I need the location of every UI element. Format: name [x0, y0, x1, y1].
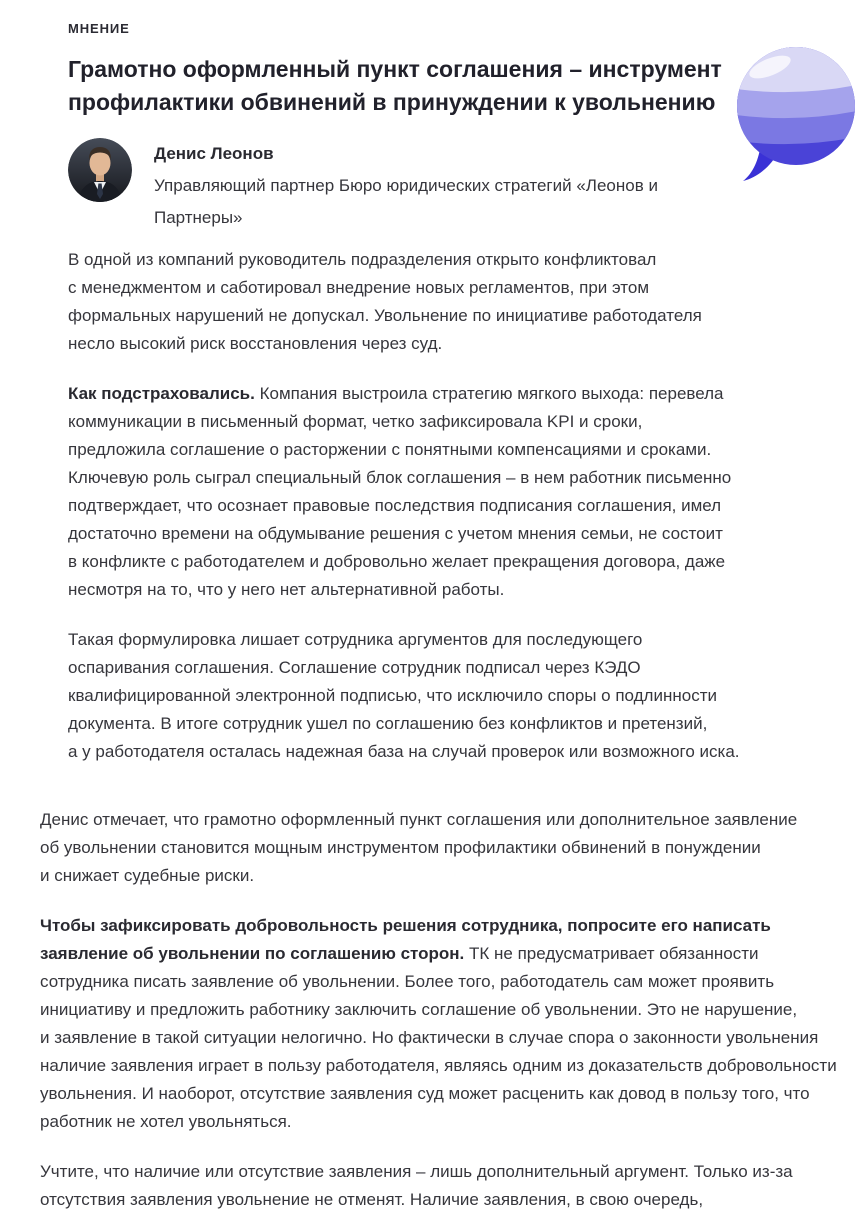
- paragraph-text: В одной из компаний руководитель подразделения открыто конфликтовал с менеджментом и саботировал внедрение новых регламентов, при этом формальных нарушений не допускал. Увольнение по инициативе работодателя несло высокий риск восстановления через суд.: [68, 250, 702, 353]
- paragraph-text: Такая формулировка лишает сотрудника аргументов для последующего оспаривания соглашения. Соглашение сотрудник подписал через КЭДО квалифицированной электронной подписью, что исключило споры о подлинности документа. В итоге сотрудник ушел по соглашению без конфликтов и претензий, а у работодателя осталась надежная база на случай проверок или возможного иска.: [68, 630, 740, 761]
- author-info: [154, 138, 714, 234]
- author-block: [68, 138, 827, 234]
- paragraph-text: Денис отмечает, что грамотно оформленный пункт соглашения или дополнительное заявление об увольнении становится мощным инструментом профилактики обвинений в понуждении и снижает судебные риски.: [40, 810, 798, 885]
- paragraph-text: ТК не предусматривает обязанности сотрудника писать заявление об увольнении. Более того, работодатель сам может проявить инициативу и предложить работнику заключить соглашение об увольнении. Это не нарушение, и заявление в такой ситуации нелогично. Но фактически в случае спора о законности увольнения наличие заявления играет в пользу работодателя, являясь одним из доказательств добровольности увольнения. И наоборот, отсутствие заявления суд может расценить как довод в пользу того, что работник не хотел увольняться.: [40, 944, 837, 1131]
- paragraph-text: Компания выстроила стратегию мягкого выхода: перевела коммуникации в письменный формат, четко зафиксировала KPI и сроки, предложила соглашение о расторжении с понятными компенсациями и сроками. Ключевую роль сыграл специальный блок соглашения – в нем работник письменно подтверждает, что осознает правовые последствия подписания соглашения, имел достаточно времени на обдумывание решения с учетом мнения семьи, не состоит в конфликте с работодателем и добровольно желает прекращения договора, даже несмотря на то, что у него нет альтернативной работы.: [68, 384, 732, 599]
- article-body: [0, 806, 867, 1214]
- paragraph-bold-lead: Чтобы зафиксировать добровольность решения сотрудника, попросите его написать заявление об увольнении по соглашению сторон.: [40, 916, 771, 963]
- paragraph: [40, 1158, 840, 1214]
- section-kicker: МНЕНИЕ: [68, 21, 130, 36]
- paragraph: [68, 626, 744, 766]
- paragraph-text: Учтите, что наличие или отсутствие заявления – лишь дополнительный аргумент. Только из-за отсутствия заявления увольнение не отменят. Наличие заявления, в свою очередь,: [40, 1162, 793, 1209]
- paragraph: [40, 806, 840, 890]
- paragraph-bold-lead: Как подстраховались.: [68, 384, 260, 403]
- paragraph: [68, 246, 744, 358]
- author-avatar: [68, 138, 132, 202]
- article-paragraphs: [40, 806, 840, 1214]
- paragraph: [68, 380, 744, 604]
- author-name: Денис Леонов: [154, 144, 274, 163]
- article-title: Грамотно оформленный пункт соглашения – инструмент профилактики обвинений в принуждении к увольнению: [68, 56, 722, 115]
- paragraph: [40, 912, 840, 1136]
- author-role: Управляющий партнер Бюро юридических стратегий «Леонов и Партнеры»: [154, 176, 658, 227]
- opinion-paragraphs: [68, 246, 744, 766]
- author-portrait-icon: [68, 138, 132, 202]
